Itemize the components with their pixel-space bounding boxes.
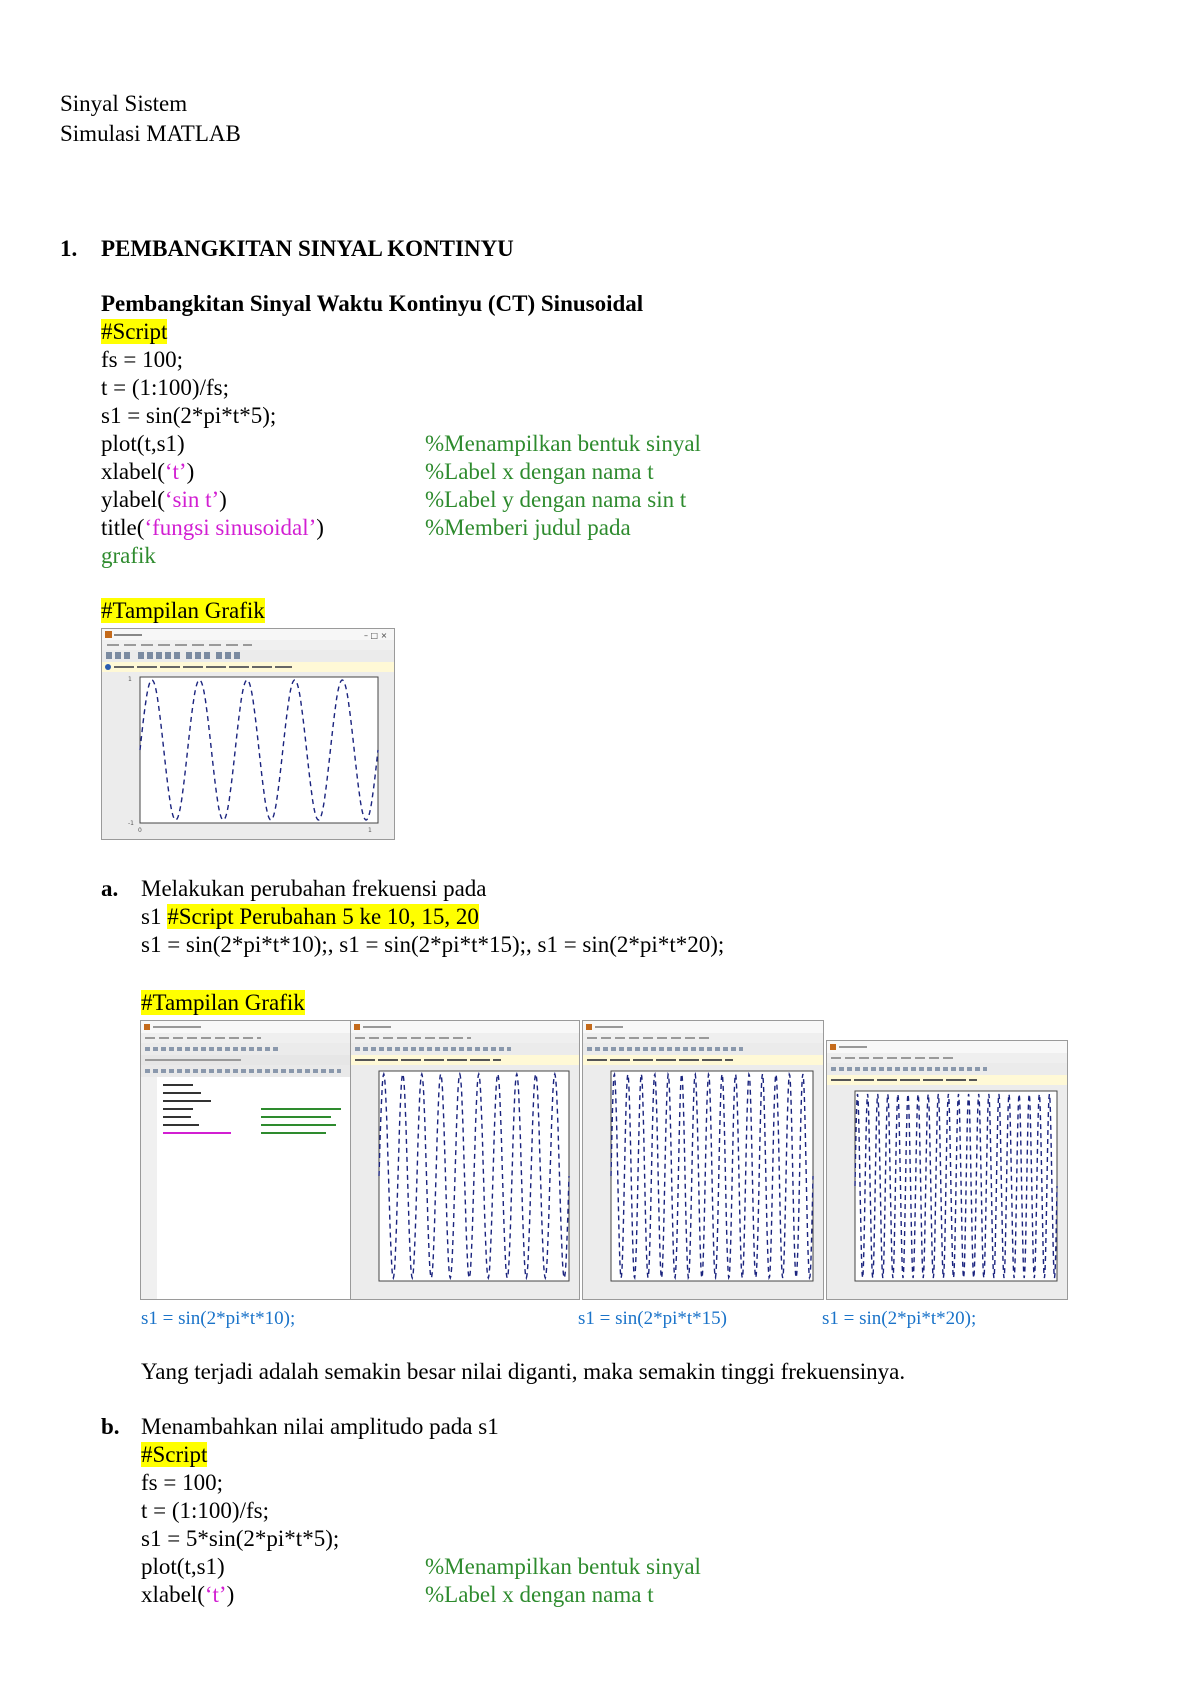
caption-fig-10: s1 = sin(2*pi*t*10); bbox=[141, 1308, 296, 1329]
part-a-graph-tag-label: #Tampilan Grafik bbox=[141, 990, 305, 1015]
script-tag-label: #Script bbox=[101, 319, 168, 344]
figure-15-image bbox=[583, 1021, 823, 1299]
figure-15-screenshot bbox=[582, 1020, 824, 1300]
svg-text:1: 1 bbox=[128, 676, 132, 683]
figure-20-image bbox=[827, 1041, 1067, 1299]
part-b-letter: b. bbox=[101, 1414, 120, 1439]
section-title: PEMBANGKITAN SINYAL KONTINYU bbox=[101, 236, 514, 261]
code-line-fs: fs = 100; bbox=[101, 347, 183, 372]
code-line-plot: plot(t,s1) bbox=[101, 431, 185, 456]
code-line-s1: s1 = sin(2*pi*t*5); bbox=[101, 403, 277, 428]
script-tag bbox=[101, 318, 167, 346]
section-subtitle: Pembangkitan Sinyal Waktu Kontinyu (CT) Sinusoidal bbox=[101, 291, 644, 316]
comment-xlabel: %Label x dengan nama t bbox=[425, 459, 654, 484]
part-a-line2: s1 #Script Perubahan 5 ke 10, 15, 20 bbox=[141, 904, 479, 929]
figure-image bbox=[102, 629, 394, 839]
part-a-graph-tag bbox=[141, 989, 305, 1017]
code-line-t: t = (1:100)/fs; bbox=[101, 375, 229, 400]
header-line-1: Sinyal Sistem bbox=[60, 91, 188, 116]
part-a-line3: s1 = sin(2*pi*t*10);, s1 = sin(2*pi*t*15);, s1 = sin(2*pi*t*20); bbox=[141, 932, 725, 957]
part-b-line1: Menambahkan nilai amplitudo pada s1 bbox=[141, 1414, 499, 1439]
figure-20-screenshot bbox=[826, 1040, 1068, 1300]
editor-image bbox=[141, 1021, 351, 1299]
code-line-ylabel: ylabel(‘sin t’) bbox=[101, 487, 227, 512]
part-a-letter: a. bbox=[101, 876, 119, 901]
matlab-figure-screenshot bbox=[101, 628, 395, 840]
comment-plot: %Menampilkan bentuk sinyal bbox=[425, 431, 701, 456]
part-b-code-xlabel: xlabel(‘t’) bbox=[141, 1582, 235, 1607]
part-a-conclusion: Yang terjadi adalah semakin besar nilai diganti, maka semakin tinggi frekuensinya. bbox=[141, 1359, 906, 1384]
part-b-code-s1: s1 = 5*sin(2*pi*t*5); bbox=[141, 1526, 340, 1551]
part-b-code-t: t = (1:100)/fs; bbox=[141, 1498, 269, 1523]
comment-title: %Memberi judul pada bbox=[425, 515, 631, 540]
part-b-code-plot: plot(t,s1) bbox=[141, 1554, 225, 1579]
svg-text:-1: -1 bbox=[128, 820, 134, 827]
comment-wrap: grafik bbox=[101, 543, 156, 568]
figure-10-screenshot bbox=[350, 1020, 580, 1300]
part-b-script-tag-label: #Script bbox=[141, 1442, 208, 1467]
section-number: 1. bbox=[60, 236, 78, 261]
part-b-comment-plot: %Menampilkan bentuk sinyal bbox=[425, 1554, 701, 1579]
part-b-comment-xlabel: %Label x dengan nama t bbox=[425, 1582, 654, 1607]
part-b-code-fs: fs = 100; bbox=[141, 1470, 223, 1495]
code-line-title: title(‘fungsi sinusoidal’) bbox=[101, 515, 324, 540]
part-a-line1: Melakukan perubahan frekuensi pada bbox=[141, 876, 487, 901]
part-b-script-tag bbox=[141, 1441, 207, 1469]
header-line-2: Simulasi MATLAB bbox=[60, 121, 241, 146]
caption-fig-20: s1 = sin(2*pi*t*20); bbox=[822, 1308, 977, 1329]
caption-fig-15: s1 = sin(2*pi*t*15) bbox=[578, 1308, 727, 1329]
comment-ylabel: %Label y dengan nama sin t bbox=[425, 487, 687, 512]
matlab-editor-screenshot bbox=[140, 1020, 352, 1300]
code-line-xlabel: xlabel(‘t’) bbox=[101, 459, 195, 484]
svg-text:0: 0 bbox=[138, 827, 142, 834]
graph-tag bbox=[101, 597, 265, 625]
graph-tag-label: #Tampilan Grafik bbox=[101, 598, 265, 623]
svg-text:1: 1 bbox=[368, 827, 372, 834]
figure-10-image bbox=[351, 1021, 579, 1299]
svg-text:– □ ×: – □ × bbox=[364, 631, 388, 640]
